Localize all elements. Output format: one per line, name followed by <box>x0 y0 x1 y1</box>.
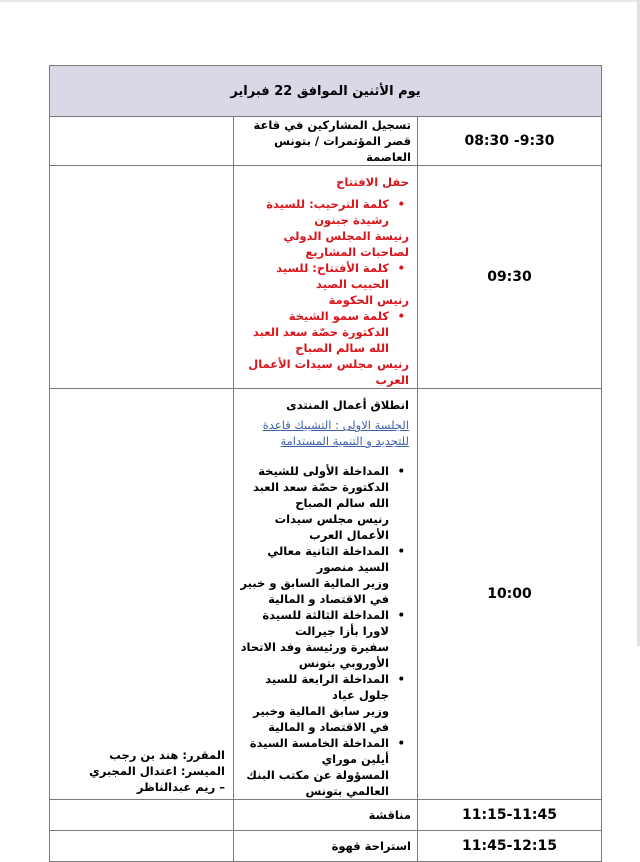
discussion-row <box>50 800 602 831</box>
forum-content <box>234 389 418 800</box>
opening-title: حفل الافتتاح <box>336 175 409 189</box>
list-item: • المداخلة الخامسة السيدة أيلين موراي المسؤولة عن مكتب البنك العالمي بتونس <box>246 736 405 798</box>
forum-side <box>50 389 234 800</box>
top-border <box>0 0 640 2</box>
bullet-icon: • <box>397 197 405 211</box>
bullet-icon: • <box>397 464 405 478</box>
facilitator-label: الميسر: اعتدال المجبري <box>89 764 225 778</box>
forum-list <box>238 463 409 799</box>
bullet-icon: • <box>397 309 405 323</box>
facilitator-second: – ريم عبدالناظر <box>136 780 225 794</box>
opening-time: 09:30 <box>418 166 602 389</box>
discussion-time: 11:15-11:45 <box>418 800 602 831</box>
session-title: الجلسة الاولى : التشبيك قاعدة للتجديد و التنمية المستدامة <box>262 418 409 448</box>
list-item: • كلمة سمو الشيخة الدكتورة حصّة سعد العبد الله سالم الصباح <box>252 309 405 355</box>
bullet-icon: • <box>397 608 405 622</box>
opening-item-subline: رنيس الحكومة <box>328 293 409 307</box>
registration-time: 08:30 -9:30 <box>418 117 602 166</box>
registration-side <box>50 117 234 166</box>
day-title: يوم الأثنين الموافق 22 فبراير <box>50 66 602 117</box>
forum-row <box>50 389 602 800</box>
bullet-icon: • <box>397 261 405 275</box>
bullet-icon: • <box>397 672 405 686</box>
registration-text: تسجيل المشاركين في قاعة قصر المؤتمرات / بتونس العاصمة <box>234 117 418 166</box>
list-item: • المداخلة الرابعة للسيد جلول عياد وزير سابق المالية وخبير في الاقتصاد و المالية <box>253 672 405 734</box>
list-item: • المداخلة الثانية معالي السيد منصور وزير المالية السابق و خبير في الاقتصاد و المالية <box>240 544 405 606</box>
list-item: • كلمة الترحيب: للسيدة رشيدة جبنون <box>266 197 405 227</box>
opening-row <box>50 166 602 389</box>
list-item: • المداخلة الثالثة للسيدة لاورا بأزا جيرالت سفيرة ورئيسة وفد الاتحاد الأوروبي بتونس <box>240 608 405 670</box>
break-side <box>50 831 234 862</box>
list-item: • كلمة الأفتتاح: للسيد الحبيب الصيد <box>276 261 405 291</box>
discussion-side <box>50 800 234 831</box>
header-row <box>50 66 602 117</box>
opening-content <box>234 166 418 389</box>
opening-list <box>238 196 409 228</box>
opening-item-subline: رنيسة المجلس الدولي لصاحبات المشاريع <box>283 229 409 259</box>
bullet-icon: • <box>397 736 405 750</box>
break-row <box>50 831 602 862</box>
opening-side <box>50 166 234 389</box>
discussion-text: مناقشة <box>234 800 418 831</box>
rapporteur-label: المقرر: هند بن رجب <box>109 748 225 762</box>
bullet-icon: • <box>397 544 405 558</box>
forum-title: انطلاق أعمال المنتدى <box>286 398 409 412</box>
registration-row <box>50 117 602 166</box>
break-text: استراحة قهوة <box>234 831 418 862</box>
list-item: • المداخلة الأولى للشيخة الدكتورة حصّة سعد العبد الله سالم الصباح رنيس مجلس سيدات الأعمال العرب <box>252 464 405 542</box>
forum-time: 10:00 <box>418 389 602 800</box>
opening-item-subline: رنيس مجلس سيدات الأعمال العرب <box>248 357 409 387</box>
program-table <box>49 65 602 862</box>
break-time: 11:45-12:15 <box>418 831 602 862</box>
